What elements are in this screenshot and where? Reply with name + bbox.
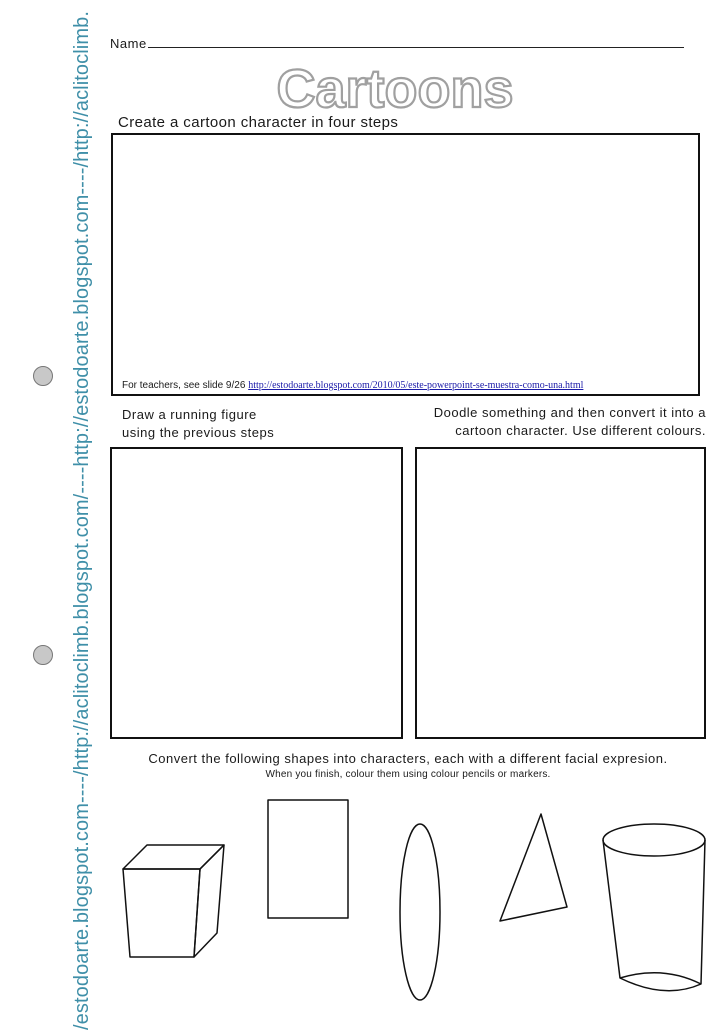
- teacher-link[interactable]: http://estodoarte.blogspot.com/2010/05/este-powerpoint-se-muestra-como-una.html: [248, 380, 584, 391]
- doodle-line1: Doodle something and then convert it into a: [433, 405, 706, 420]
- title-text: Cartoons: [276, 59, 514, 118]
- triangle-shape: [500, 814, 567, 921]
- shapes-subinstruction: When you finish, colour them using colour pencils or markers.: [265, 769, 551, 780]
- running-figure-line2: using the previous steps: [122, 425, 275, 440]
- rectangle-shape: [268, 800, 348, 918]
- running-figure-line1: Draw a running figure: [122, 407, 257, 422]
- cylinder-shape: [603, 824, 705, 991]
- cube-shape: [123, 845, 224, 957]
- doodle-line2: cartoon character. Use different colours.: [455, 423, 706, 438]
- name-label: Name: [110, 36, 147, 51]
- shapes-instruction: Convert the following shapes into characters, each with a different facial expresion.: [148, 751, 668, 766]
- side-url-watermark: /estodoarte.blogspot.com----/http://aclitoclimb.blogspot.com/----http://estodoarte.blogspot.com----/http://aclitoclimb.: [71, 11, 93, 1030]
- section1-heading: Create a cartoon character in four steps: [118, 114, 399, 131]
- ellipse-shape: [400, 824, 440, 1000]
- teacher-note-text: For teachers, see slide 9/26: [122, 380, 246, 391]
